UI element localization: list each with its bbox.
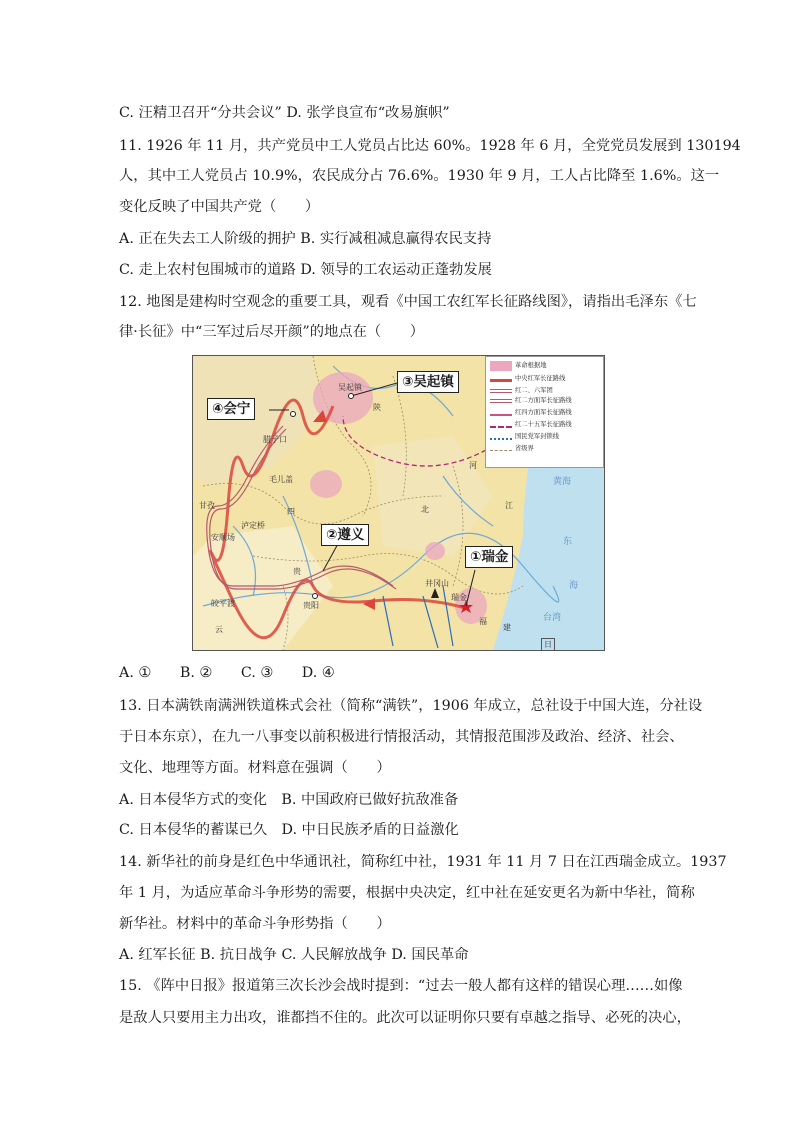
legend-province: 省级界 [490, 445, 534, 453]
callout-wuqizhen: ③吴起镇 [397, 371, 459, 393]
legend-fourth-front-swatch [490, 411, 512, 416]
question-14-options: A. 红军长征 B. 抗日战争 C. 人民解放战争 D. 国民革命 [119, 947, 469, 963]
question-12-options: A. ① B. ② C. ③ D. ④ [119, 665, 335, 681]
legend-blockade: 国民党军封锁线 [490, 433, 559, 441]
label-shaan: 陕 [373, 403, 381, 412]
label-jian: 建 [503, 623, 511, 632]
callout-huining: ④会宁 [207, 398, 255, 420]
legend-fourth-front: 红四方面军长征路线 [490, 409, 572, 417]
question-10-options-cd: C. 汪精卫召开“分共会议” D. 张学良宣布“改易旗帜” [119, 105, 450, 121]
question-14-stem-line-1: 14. 新华社的前身是红色中华通讯社，简称红中社，1931 年 11 月 7 日在江西瑞金成立。1937 [119, 854, 727, 870]
legend-twentyfifth: 红二十五军长征路线 [490, 421, 572, 429]
question-11-options-cd: C. 走上农村包围城市的道路 D. 领导的工农运动正蓬勃发展 [119, 262, 492, 278]
question-15-stem-line-2: 是敌人只要用主力出攻，谁都挡不住的。此次可以证明你只要有卓越之指导、必死的决心， [119, 1010, 691, 1026]
legend-twentyfifth-swatch [490, 423, 512, 428]
question-11-stem-line-1: 11. 1926 年 11 月，共产党员中工人党员占比达 60%。1928 年 6 月，全党党员发展到 130194 [119, 138, 741, 154]
label-jiang: 江 [505, 501, 513, 510]
legend-central-swatch [490, 376, 512, 382]
label-taiwan: 台湾 [543, 613, 562, 623]
question-14-stem-line-2: 年 1 月，为适应革命斗争形势的需要，根据中央决定，红中社在延安更名为新中华社，简称 [119, 885, 695, 901]
label-gui: 贵 [293, 567, 301, 576]
label-guiyang: 贵阳 [303, 601, 319, 610]
question-13-stem-line-2: 于日本东京），在九一八事变以前积极进行情报活动，其情报范围涉及政治、经济、社会、 [119, 729, 684, 745]
legend-province-swatch [490, 447, 512, 451]
label-bei: 北 [421, 505, 429, 514]
callout-zunyi: ②遵义 [321, 524, 369, 546]
legend-second-sixth: 红二、六军团 [490, 387, 553, 395]
question-14-stem-line-3: 新华社。材料中的革命斗争形势指（ ） [119, 916, 391, 932]
callout-ruijin: ①瑞金 [465, 546, 513, 568]
question-13-stem-line-1: 13. 日本满铁南满洲铁道株式会社（简称“满铁”，1906 年成立，总社设于中国大连，分社设 [119, 698, 703, 714]
question-15-stem-line-1: 15. 《阵中日报》报道第三次长沙会战时提到：“过去一般人都有这样的错误心理……如像 [119, 978, 683, 994]
label-wuqi: 吴起镇 [338, 383, 362, 392]
legend-blockade-swatch [490, 435, 512, 440]
label-he: 河 [469, 461, 477, 470]
label-yellow-sea: 黄海 [553, 477, 572, 487]
label-east: 东 [563, 537, 573, 547]
question-13-stem-line-3: 文化、地理等方面。材料意在强调（ ） [119, 760, 391, 776]
label-ruijin: 瑞金 [451, 593, 467, 602]
question-11-stem-line-2: 人，其中工人党员占 10.9%，农民成分占 76.6%。1930 年 9 月，工人占比降至 1.6%。这一 [119, 168, 720, 184]
label-luding: 泸定桥 [241, 521, 265, 530]
map-legend [485, 356, 604, 468]
question-13-options-ab: A. 日本侵华方式的变化 B. 中国政府已做好抗敌准备 [119, 792, 459, 808]
legend-second-sixth-swatch [490, 389, 512, 393]
legend-base-swatch [490, 361, 512, 371]
label-hai: 海 [569, 581, 579, 591]
label-lazikou: 腊子口 [263, 435, 287, 444]
label-ganzi: 甘孜 [199, 501, 215, 510]
legend-base: 革命根据地 [490, 361, 546, 371]
legend-central: 中央红军长征路线 [490, 375, 565, 383]
label-maoergai: 毛儿盖 [269, 475, 293, 484]
label-jinggangshan: 井冈山 [425, 579, 449, 588]
legend-second-front-swatch [490, 399, 512, 403]
question-12-stem-line-1: 12. 地图是建构时空观念的重要工具，观看《中国工农红军长征路线图》，请指出毛泽东《七 [119, 294, 697, 310]
long-march-map [192, 355, 605, 651]
label-jiaopingdu: 皎平渡 [211, 599, 235, 608]
legend-second-front: 红二方面军长征路线 [490, 397, 572, 405]
label-ri: 日 [541, 638, 555, 651]
label-yun: 云 [215, 625, 223, 634]
question-11-stem-line-3: 变化反映了中国共产党（ ） [119, 199, 320, 215]
label-fu: 福 [479, 617, 487, 626]
label-si: 四 [287, 507, 295, 516]
question-11-options-ab: A. 正在失去工人阶级的拥护 B. 实行减租减息赢得农民支持 [119, 231, 492, 247]
question-12-stem-line-2: 律·长征》中“三军过后尽开颜”的地点在（ ） [119, 324, 425, 340]
label-anshunchang: 安顺场 [211, 533, 235, 542]
question-13-options-cd: C. 日本侵华的蓄谋已久 D. 中日民族矛盾的日益激化 [119, 822, 459, 838]
